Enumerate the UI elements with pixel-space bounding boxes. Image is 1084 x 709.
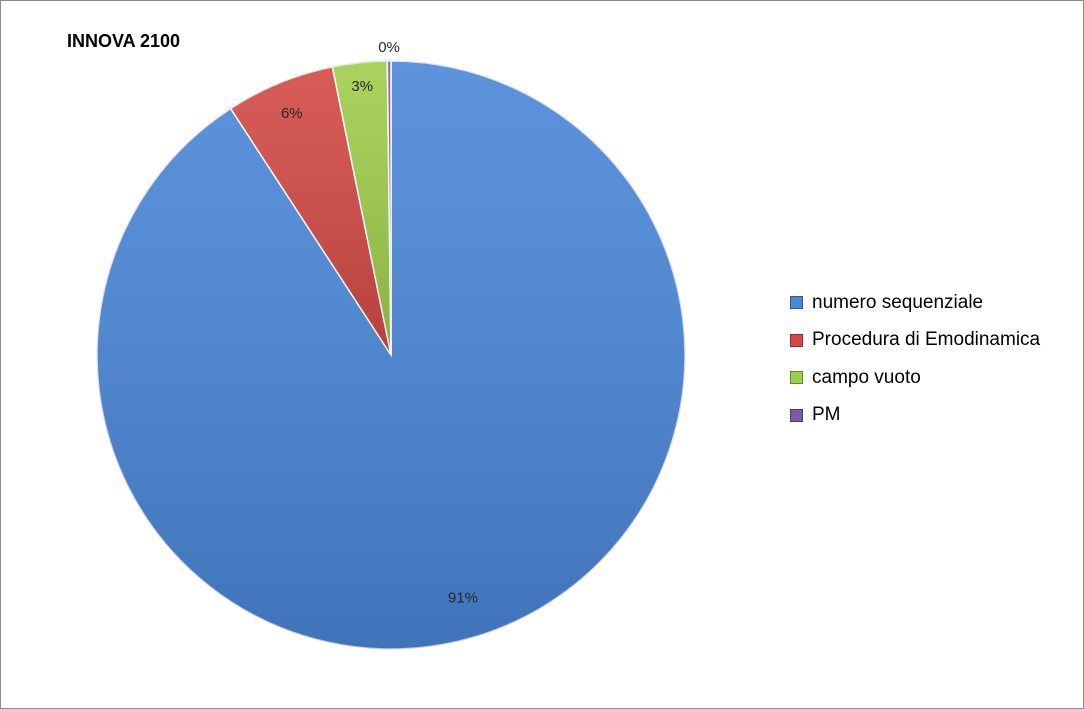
legend-label: PM <box>812 404 841 426</box>
legend-item-pm <box>790 397 1040 435</box>
data-label-pm: 0% <box>378 39 400 57</box>
legend-item-campo-vuoto <box>790 359 1040 397</box>
legend-label: numero sequenziale <box>812 291 984 313</box>
pie-slices <box>97 61 685 649</box>
legend-swatch <box>790 296 803 309</box>
legend-label: Procedura di Emodinamica <box>812 329 1041 351</box>
chart-title: INNOVA 2100 <box>67 31 181 51</box>
legend-swatch <box>790 409 803 422</box>
legend-item-procedura-di-emodinamica <box>790 322 1040 360</box>
legend-item-numero-sequenziale <box>790 284 1040 322</box>
legend <box>790 284 1040 434</box>
data-label-numero-sequenziale: 91% <box>447 589 478 607</box>
legend-swatch <box>790 371 803 384</box>
data-label-campo-vuoto: 3% <box>351 78 374 96</box>
legend-swatch <box>790 334 803 347</box>
legend-label: campo vuoto <box>812 366 921 388</box>
data-label-procedura-di-emodinamica: 6% <box>280 104 303 122</box>
